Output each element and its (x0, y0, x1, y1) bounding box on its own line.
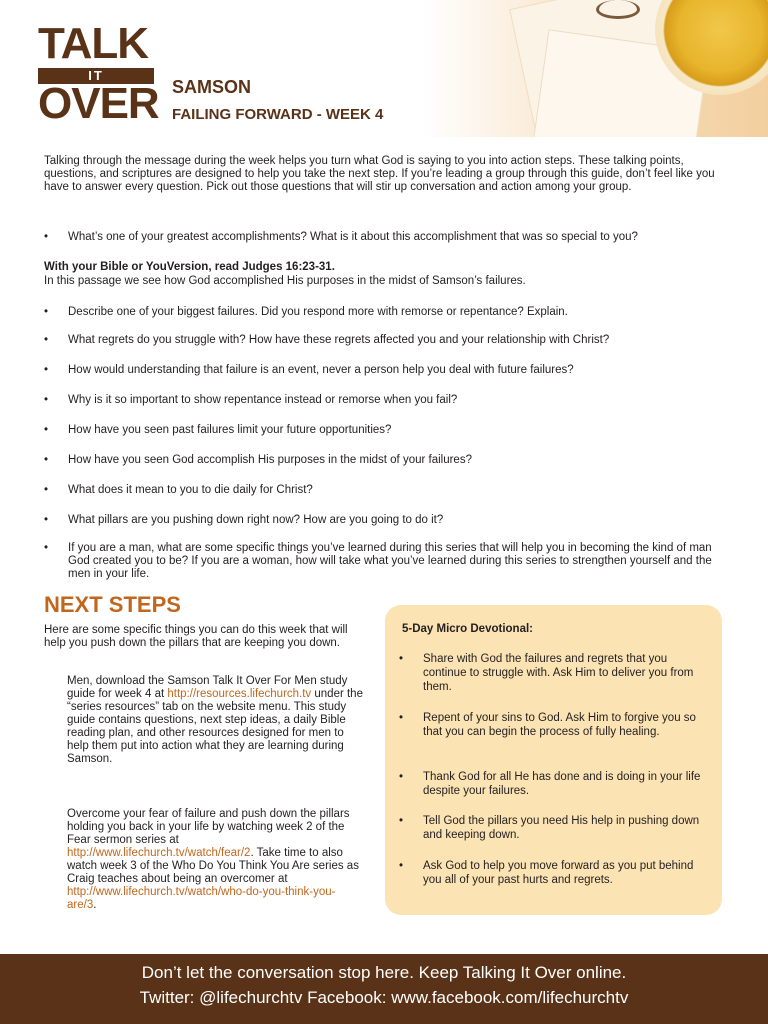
bullet: • (44, 542, 49, 554)
bullet: • (44, 231, 49, 243)
bullet: • (399, 712, 404, 724)
next-step-text: . Take time to also watch week 3 of the Who Do You Think You Are series as Craig teaches about being an overcomer at (67, 847, 359, 885)
question-text: If you are a man, what are some specific things you’ve learned during this series that will help you in becoming the kind of man God created you to be? If you are a woman, how will take what you’ve learned during this series to strengthen yourself and the men in your life. (68, 542, 712, 580)
devotional-text: Tell God the pillars you need His help in pushing down and keeping down. (423, 815, 700, 841)
question-text: How have you seen past failures limit your future opportunities? (68, 424, 392, 436)
fear-series-link[interactable]: http://www.lifechurch.tv/watch/fear/2 (67, 847, 251, 859)
devotional-text: Share with God the failures and regrets that you continue to struggle with. Ask Him to deliver you from them. (423, 653, 694, 693)
intro-paragraph: Talking through the message during the week helps you turn what God is saying to you into action steps. These talking points, questions, and scriptures are designed to help you take the next step. If you’re leading a group through this guide, don’t feel like you have to answer every question. Pick out those questions that will stir up conversation and action among your group. (44, 155, 715, 193)
question-text: What regrets do you struggle with? How have these regrets affected you and your relationship with Christ? (68, 334, 610, 346)
question-text: What pillars are you pushing down right now? How are you going to do it? (68, 514, 444, 526)
next-step-men-guide (67, 675, 363, 766)
bullet: • (399, 653, 404, 665)
footer-line-2: Twitter: @lifechurchtv Facebook: www.facebook.com/lifechurchtv (139, 988, 629, 1007)
logo-mid: IT (38, 68, 154, 84)
devotional-title: 5-Day Micro Devotional: (402, 623, 533, 635)
bullet: • (44, 454, 49, 466)
logo-top: TALK (38, 19, 149, 68)
bullet: • (44, 364, 49, 376)
footer-banner (0, 954, 768, 1024)
next-step-text: Overcome your fear of failure and push down the pillars holding you back in your life by watching week 2 of the Fear sermon series at (67, 808, 350, 846)
devotional-text: Repent of your sins to God. Ask Him to forgive you so that you can begin the process of fully healing. (423, 712, 696, 738)
bullet: • (44, 424, 49, 436)
cup-handle-decoration (596, 0, 640, 19)
bullet: • (399, 860, 404, 872)
reading-heading: With your Bible or YouVersion, read Judges 16:23-31. (44, 261, 335, 273)
next-step-text: Men, download the Samson Talk It Over For Men study guide for week 4 at (67, 675, 348, 700)
question-text: What’s one of your greatest accomplishments? What is it about this accomplishment that was so special to you? (68, 231, 638, 243)
who-do-you-think-link[interactable]: http://www.lifechurch.tv/watch/who-do-you-think-you-are/3 (67, 886, 336, 911)
header-banner (0, 0, 768, 137)
question-text: Describe one of your biggest failures. Did you respond more with remorse or repentance? Explain. (68, 306, 568, 318)
page-subtitle: FAILING FORWARD - WEEK 4 (172, 106, 384, 123)
question-text: How have you seen God accomplish His purposes in the midst of your failures? (68, 454, 472, 466)
next-steps-heading: NEXT STEPS (44, 592, 181, 617)
next-step-fear-series (67, 808, 363, 912)
question-text: How would understanding that failure is an event, never a person help you deal with future failures? (68, 364, 574, 376)
page-title: SAMSON (172, 77, 252, 97)
bullet: • (399, 771, 404, 783)
devotional-text: Ask God to help you move forward as you put behind you all of your past hurts and regrets. (423, 860, 694, 886)
question-text: What does it mean to you to die daily for Christ? (68, 484, 313, 496)
bullet: • (44, 394, 49, 406)
bullet: • (44, 514, 49, 526)
question-text: Why is it so important to show repentance instead or remorse when you fail? (68, 394, 458, 406)
logo-bottom: OVER (38, 79, 159, 128)
next-step-text: . (93, 899, 97, 911)
bullet: • (44, 484, 49, 496)
devotional-text: Thank God for all He has done and is doing in your life despite your failures. (423, 771, 701, 797)
reading-text: In this passage we see how God accomplished His purposes in the midst of Samson’s failures. (44, 275, 526, 287)
bullet: • (44, 334, 49, 346)
next-steps-intro: Here are some specific things you can do this week that will help you push down the pillars that are keeping you down. (44, 624, 348, 649)
talk-it-over-logo (38, 19, 159, 128)
resources-link[interactable]: http://resources.lifechurch.tv (167, 688, 312, 700)
bullet: • (399, 815, 404, 827)
next-step-text: under the “series resources” tab on the website menu. This study guide contains questions, next step ideas, a daily Bible reading plan, and other resources designed for men to help them put into action what they are learning during Samson. (67, 688, 363, 765)
micro-devotional-box (385, 605, 722, 915)
footer-line-1: Don’t let the conversation stop here. Keep Talking It Over online. (141, 963, 627, 982)
bullet: • (44, 306, 49, 318)
